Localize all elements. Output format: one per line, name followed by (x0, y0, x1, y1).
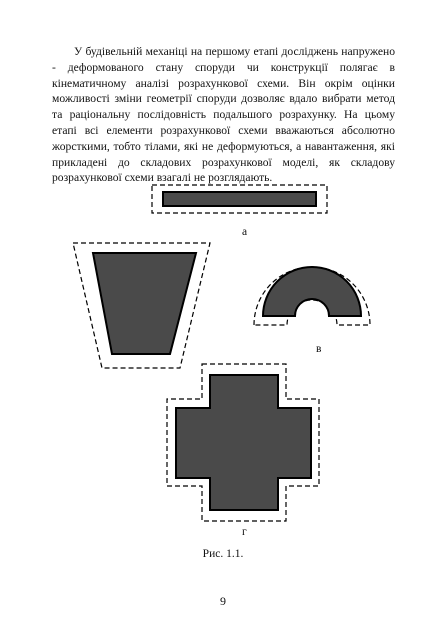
panel-label-g: г (242, 526, 247, 538)
panel-label-v: в (316, 343, 322, 355)
shape-a-bar (152, 185, 327, 213)
figure-caption: Рис. 1.1. (202, 548, 244, 560)
body-paragraph: У будівельній механіці на першому етапі досліджень напружено - деформованого стану споруди чи конструкції полягає в кінематичному аналізі розрахункової схеми. Він окрім оцінки можливості зміни геометрії споруди дозволяє вдало вибрати метод та раціональну послідовність подальшого розрахунку. На цьому етапі всі елементи розрахункової схеми вважаються абсолютно жорсткими, тобто тілами, які не деформуються, а навантаження, які прикладені до складових розрахункової моделі, як складову розрахункової схеми взагалі не розглядають. (52, 45, 395, 185)
shape-g-solid-body (176, 375, 311, 510)
shape-b-solid-body (93, 253, 196, 354)
shape-v-solid-body (263, 267, 361, 316)
shape-g-cross (167, 364, 319, 521)
shape-a-solid-body (163, 192, 316, 206)
shape-b-trapezoid (73, 243, 210, 368)
panel-label-a: а (242, 226, 248, 238)
page-number: 9 (220, 594, 226, 608)
shape-v-arch (254, 267, 370, 325)
